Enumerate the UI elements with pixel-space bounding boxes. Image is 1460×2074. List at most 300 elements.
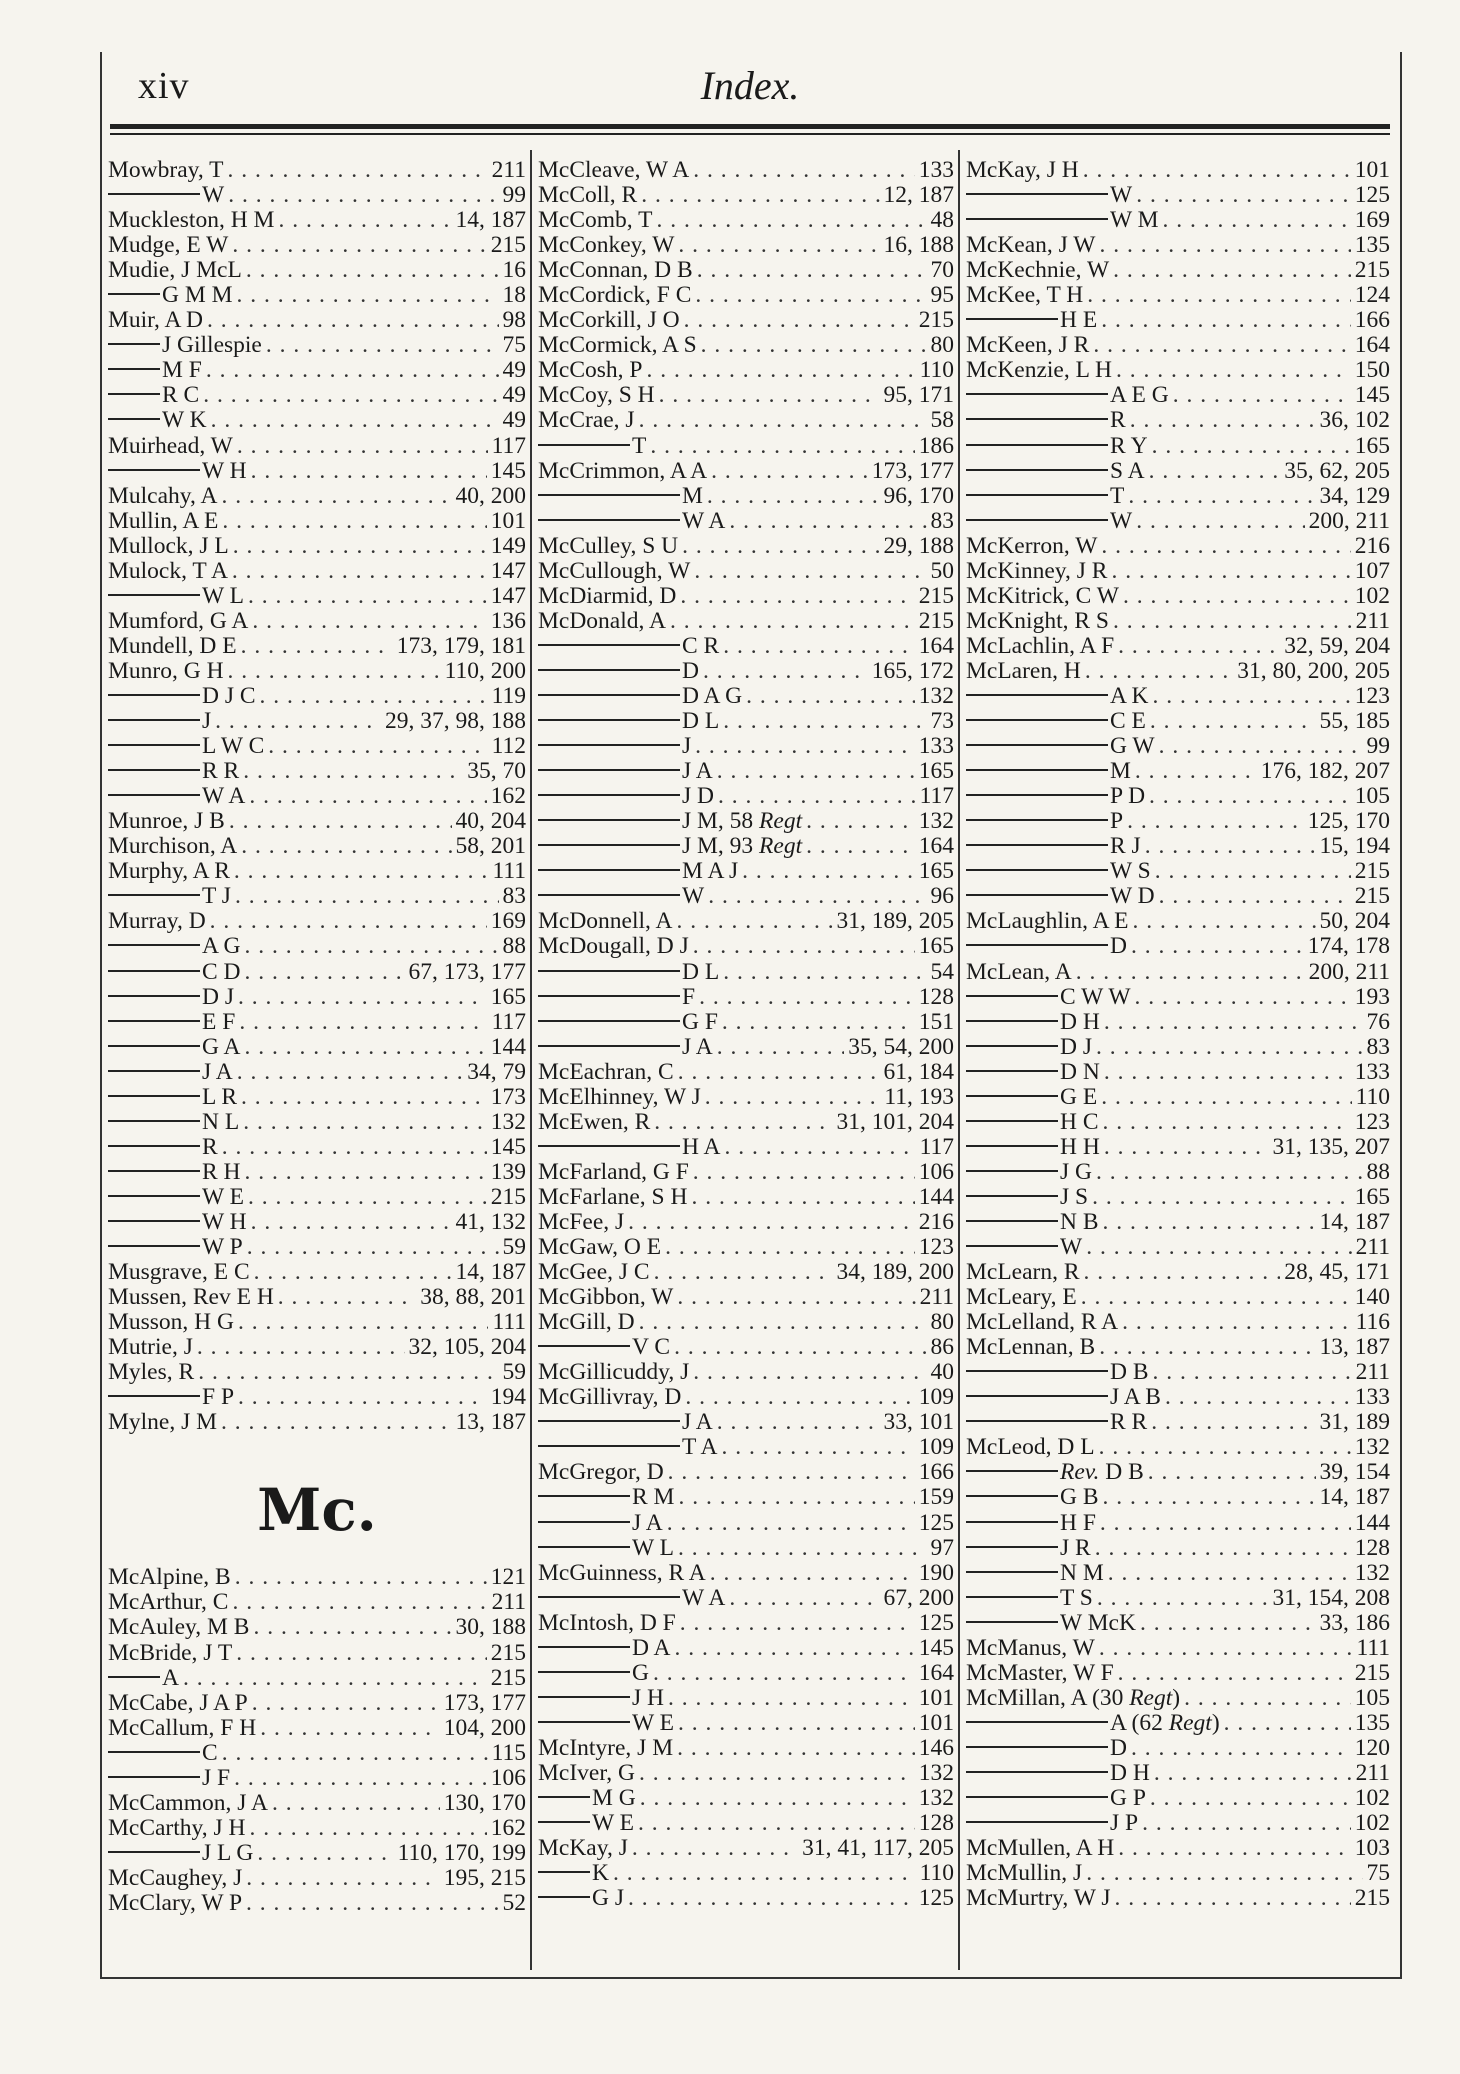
dot-leader: [1085, 659, 1233, 684]
page-references: 96, 170: [883, 483, 954, 509]
entry-name: [108, 1691, 248, 1716]
index-entry: [108, 1891, 526, 1916]
entry-name-text: C E: [1110, 709, 1146, 735]
ditto-dash: [966, 1020, 1058, 1022]
entry-name-text: R R: [1110, 1410, 1148, 1436]
entry-name: [1110, 934, 1127, 959]
page-references: 132: [918, 683, 954, 709]
entry-name-text: R M: [632, 1485, 675, 1511]
dot-leader: [1150, 1786, 1351, 1811]
page-references: 211: [1355, 1235, 1390, 1261]
index-entry: [966, 1135, 1390, 1160]
page-references: 139: [490, 1159, 526, 1185]
entry-name-text: V C: [632, 1335, 671, 1361]
entry-name: [1060, 1511, 1096, 1536]
entry-name: [108, 1360, 194, 1385]
dot-leader: [210, 909, 487, 934]
dot-leader: [241, 834, 451, 859]
page-references: 133: [918, 158, 954, 183]
dot-leader: [656, 208, 926, 233]
dot-leader: [1103, 1210, 1316, 1235]
dot-leader: [1153, 1360, 1352, 1385]
entry-name: [538, 1260, 650, 1285]
page-references: 120: [1354, 1735, 1390, 1761]
page-references: 211: [1355, 1360, 1390, 1386]
entry-name-text: McCabe, J A P: [108, 1690, 248, 1716]
entry-name-text: McLeary, E: [966, 1285, 1077, 1311]
dot-leader: [222, 1135, 487, 1160]
index-entry: [108, 358, 526, 383]
page-references: 14, 187: [455, 208, 526, 234]
entry-name: [1110, 709, 1146, 734]
page-references: 116: [1355, 1310, 1390, 1336]
page-references: 14, 187: [455, 1260, 526, 1286]
page-references: 67, 200: [883, 1585, 954, 1611]
entry-name: [202, 1060, 233, 1085]
page-references: 162: [490, 1815, 526, 1841]
dot-leader: [1096, 1035, 1363, 1060]
index-entry: [538, 1335, 954, 1360]
page-references: 29, 37, 98, 188: [385, 709, 526, 735]
page-references: 33, 186: [1319, 1610, 1390, 1636]
entry-name-text: T: [632, 433, 647, 459]
entry-name: [108, 1310, 234, 1335]
entry-name: [1060, 1485, 1099, 1510]
page-references: 102: [1354, 1811, 1390, 1837]
page-references: 165: [918, 934, 954, 960]
index-entry: [538, 1135, 954, 1160]
ditto-dash: [966, 719, 1108, 721]
entry-name-text: C D: [202, 959, 241, 985]
index-entry: [966, 1586, 1390, 1611]
page-references: 128: [918, 984, 954, 1010]
entry-name-text: D J C: [202, 683, 256, 709]
page-references: 33, 101: [883, 1410, 954, 1436]
page-references: 29, 188: [883, 533, 954, 559]
entry-name: [538, 1836, 628, 1861]
ditto-dash: [966, 894, 1108, 896]
entry-name: [538, 1060, 674, 1085]
entry-name-text: McAuley, M B: [108, 1615, 250, 1641]
entry-name-text: T A: [682, 1435, 718, 1461]
dot-leader: [1113, 609, 1352, 634]
dot-leader: [1131, 1736, 1351, 1761]
page-references: 11, 193: [884, 1084, 954, 1110]
index-entry: [538, 1410, 954, 1435]
dot-leader: [1151, 1410, 1315, 1435]
index-entry: [538, 1761, 954, 1786]
entry-name: [108, 1816, 246, 1841]
index-entry: [966, 1385, 1390, 1410]
page-references: 75: [1366, 1861, 1390, 1887]
entry-name-text: D N: [1060, 1059, 1100, 1085]
ditto-dash: [966, 1596, 1058, 1598]
entry-name: [538, 584, 676, 609]
entry-name: [108, 609, 248, 634]
page-references: 215: [1354, 1660, 1390, 1686]
entry-name-text: W: [202, 183, 225, 209]
index-entry: [538, 383, 954, 408]
dot-leader: [1111, 559, 1350, 584]
entry-name: [202, 1235, 243, 1260]
entry-name-text: W S: [1110, 859, 1151, 885]
dot-leader: [1122, 1310, 1352, 1335]
entry-name: [682, 734, 691, 759]
running-title: Index.: [700, 63, 800, 108]
dot-leader: [1099, 233, 1350, 258]
entry-name: [202, 759, 239, 784]
index-entry: [108, 1335, 526, 1360]
entry-name: [966, 1335, 1095, 1360]
entry-name-text: Murphy, A R: [108, 859, 230, 885]
index-entry: [538, 1711, 954, 1736]
entry-name-text: McDiarmid, D: [538, 583, 677, 609]
index-entry: [966, 1235, 1390, 1260]
page-references: 145: [490, 458, 526, 484]
ditto-dash: [538, 1671, 630, 1673]
page-references: 40, 200: [455, 483, 526, 509]
dot-leader: [254, 1260, 452, 1285]
index-entry: [538, 809, 954, 834]
page-references: 117: [491, 433, 526, 459]
ditto-dash: [966, 1245, 1058, 1247]
page-references: 18: [502, 283, 526, 309]
index-entry: [966, 559, 1390, 584]
entry-regiment: Regt: [759, 834, 803, 860]
page-references: 194: [490, 1385, 526, 1411]
page-references: 28, 45, 171: [1284, 1260, 1390, 1286]
entry-name: [202, 734, 264, 759]
dot-leader: [1092, 1185, 1351, 1210]
index-entry: [538, 308, 954, 333]
entry-name: [108, 1716, 256, 1741]
dot-leader: [1145, 834, 1316, 859]
dot-leader: [232, 559, 487, 584]
page-references: 35, 62, 205: [1284, 458, 1390, 484]
entry-name: [538, 1310, 635, 1335]
entry-name: [108, 1590, 228, 1615]
entry-name: [592, 1811, 634, 1836]
entry-name: [538, 308, 680, 333]
page-references: 106: [490, 1765, 526, 1791]
index-entry: [108, 809, 526, 834]
dot-leader: [235, 884, 499, 909]
page-references: 110, 200: [444, 658, 526, 684]
dot-leader: [1118, 1661, 1351, 1686]
ditto-dash: [108, 1145, 200, 1147]
index-entry: [108, 934, 526, 959]
entry-name-text: McCulley, S U: [538, 533, 679, 559]
dot-leader: [215, 709, 381, 734]
index-entry: [108, 1741, 526, 1766]
dot-leader: [266, 333, 499, 358]
page-references: 98: [502, 308, 526, 334]
dot-leader: [1123, 584, 1351, 609]
page-references: 31, 80, 200, 205: [1237, 658, 1390, 684]
dot-leader: [654, 1260, 833, 1285]
dot-leader: [237, 434, 488, 459]
index-entry: [538, 584, 954, 609]
page-references: 216: [1354, 533, 1390, 559]
page-references: 80: [930, 1310, 954, 1336]
entry-name: [1060, 1210, 1099, 1235]
entry-name-text: McLaughlin, A E: [966, 909, 1129, 935]
entry-suffix: ): [1172, 1685, 1181, 1711]
entry-name-text: McCaughey, J: [108, 1865, 243, 1891]
index-entry: [538, 1686, 954, 1711]
entry-name-text: W P: [202, 1235, 243, 1261]
entry-name-text: Mussen, Rev E H: [108, 1285, 274, 1311]
page-references: 165, 172: [871, 658, 954, 684]
index-entry: [966, 1686, 1390, 1711]
index-entry: [966, 1511, 1390, 1536]
entry-name: [682, 759, 713, 784]
entry-name-text: W McK: [1060, 1610, 1136, 1636]
entry-name-text: D A G: [682, 683, 743, 709]
entry-name: [108, 484, 217, 509]
entry-name: [966, 1260, 1080, 1285]
entry-name-text: McKenzie, L H: [966, 358, 1112, 384]
index-entry: [966, 358, 1390, 383]
entry-name: [108, 859, 230, 884]
page-references: 164: [918, 1660, 954, 1686]
entry-name: [682, 709, 719, 734]
entry-name-text: G P: [1110, 1786, 1146, 1812]
index-column-1: [108, 158, 526, 1916]
page-references: 31, 135, 207: [1272, 1134, 1390, 1160]
entry-name: [1110, 1761, 1150, 1786]
entry-name-text: McCorkill, J O: [538, 308, 680, 334]
dot-leader: [252, 1691, 440, 1716]
entry-name-text: J Gillespie: [162, 333, 262, 359]
entry-name-text: R: [1110, 408, 1126, 434]
entry-name: [538, 158, 689, 183]
page-references: 101: [1354, 158, 1390, 183]
ditto-dash: [966, 1395, 1108, 1397]
dot-leader: [232, 233, 486, 258]
page-references: 35, 70: [467, 759, 526, 785]
dot-leader: [241, 634, 393, 659]
page-references: 50: [930, 558, 954, 584]
entry-name-text: McComb, T: [538, 208, 653, 234]
column-divider: [530, 150, 532, 1970]
dot-leader: [245, 934, 499, 959]
dot-leader: [628, 1886, 915, 1911]
dot-leader: [183, 1666, 487, 1691]
ditto-dash: [108, 719, 200, 721]
entry-name: [1060, 1060, 1100, 1085]
entry-name-text: Muckleston, H M: [108, 208, 275, 234]
dot-leader: [238, 1310, 488, 1335]
dot-leader: [613, 1861, 916, 1886]
ditto-dash: [538, 769, 680, 771]
entry-name: [1060, 1110, 1099, 1135]
entry-name-text: P D: [1110, 784, 1146, 810]
index-entry: [108, 834, 526, 859]
entry-name: [538, 1611, 676, 1636]
index-entry: [966, 1886, 1390, 1911]
dot-leader: [729, 1586, 879, 1611]
page-references: 48: [930, 208, 954, 234]
entry-name: [538, 559, 690, 584]
page-references: 165: [1354, 433, 1390, 459]
entry-name-text: McCrae, J: [538, 408, 635, 434]
page-references: 52: [502, 1891, 526, 1916]
dot-leader: [222, 1741, 488, 1766]
dot-leader: [665, 1235, 915, 1260]
index-entry: [108, 1866, 526, 1891]
dot-leader: [1084, 1260, 1281, 1285]
entry-name-text: McMurtry, W J: [966, 1886, 1111, 1912]
index-entry: [966, 960, 1390, 985]
entry-name-text: G M M: [162, 283, 233, 309]
ditto-dash: [966, 694, 1108, 696]
entry-name-text: McKean, J W: [966, 233, 1096, 259]
dot-leader: [641, 183, 879, 208]
entry-name: [592, 1886, 624, 1911]
ditto-dash: [108, 1170, 200, 1172]
page-references: 49: [502, 358, 526, 384]
ditto-dash: [966, 1571, 1058, 1573]
dot-leader: [251, 459, 487, 484]
page-references: 215: [918, 583, 954, 609]
entry-name: [202, 459, 247, 484]
page-references: 75: [502, 333, 526, 359]
entry-name-text: J A: [682, 1410, 713, 1436]
entry-name: [538, 934, 689, 959]
entry-name: [202, 1110, 239, 1135]
entry-name-text: Musson, H G: [108, 1310, 235, 1336]
index-entry: [108, 1590, 526, 1615]
entry-name-text: Mulock, T A: [108, 558, 228, 584]
entry-name: [682, 484, 703, 509]
entry-name: [1060, 308, 1097, 333]
index-entry: [538, 1636, 954, 1661]
entry-name: [682, 684, 742, 709]
entry-name-text: M A J: [682, 859, 739, 885]
entry-regiment: Regt: [759, 809, 803, 835]
index-entry: [108, 884, 526, 909]
dot-leader: [1104, 1010, 1363, 1035]
entry-name-text: M F: [162, 358, 202, 384]
dot-leader: [237, 1060, 464, 1085]
entry-name: [682, 659, 699, 684]
dot-leader: [675, 1636, 915, 1661]
entry-name: [682, 1410, 713, 1435]
page-references: 211: [919, 1285, 954, 1311]
entry-name: [202, 709, 211, 734]
dot-leader: [1127, 809, 1304, 834]
entry-name: [162, 1666, 179, 1691]
dot-leader: [1099, 1435, 1351, 1460]
dot-leader: [711, 459, 868, 484]
index-entry: [966, 1611, 1390, 1636]
dot-leader: [243, 1110, 487, 1135]
ditto-dash: [966, 1621, 1058, 1623]
index-entry: [538, 1661, 954, 1686]
dot-leader: [247, 1235, 499, 1260]
dot-leader: [628, 1210, 915, 1235]
entry-name: [162, 358, 202, 383]
entry-name-text: A G: [202, 934, 241, 960]
page-references: 39, 154: [1319, 1460, 1390, 1486]
index-entry: [966, 1410, 1390, 1435]
entry-name-text: J A: [682, 759, 713, 785]
entry-name: [108, 308, 203, 333]
entry-name: [538, 609, 666, 634]
index-entry: [108, 459, 526, 484]
dot-leader: [278, 208, 451, 233]
ditto-dash: [538, 1646, 630, 1648]
entry-name: [538, 233, 674, 258]
dot-leader: [806, 809, 915, 834]
index-entry: [966, 1310, 1390, 1335]
ditto-dash: [538, 1020, 680, 1022]
index-entry: [108, 183, 526, 208]
entry-name-text: D B: [1105, 1460, 1144, 1486]
page-references: 121: [490, 1565, 526, 1591]
index-entry: [108, 1385, 526, 1410]
ditto-dash: [108, 970, 200, 972]
dot-leader: [699, 985, 915, 1010]
entry-name: [966, 1310, 1118, 1335]
entry-name-text: McFee, J: [538, 1209, 625, 1235]
entry-name: [966, 584, 1119, 609]
index-entry: [966, 1260, 1390, 1285]
entry-name: [966, 634, 1114, 659]
dot-leader: [1099, 1335, 1315, 1360]
entry-name: [682, 1135, 721, 1160]
entry-name-text: W: [1060, 1235, 1083, 1261]
page-references: 88: [1366, 1159, 1390, 1185]
dot-leader: [1173, 383, 1351, 408]
entry-name: [1110, 459, 1145, 484]
dot-leader: [234, 859, 489, 884]
index-entry: [538, 1511, 954, 1536]
page-references: 165: [918, 859, 954, 885]
index-entry: [538, 1460, 954, 1485]
dot-leader: [701, 333, 927, 358]
entry-name-text: T S: [1060, 1585, 1093, 1611]
entry-name-text: McCrimmon, A A: [538, 458, 708, 484]
index-entry: [538, 1235, 954, 1260]
ditto-dash: [108, 469, 200, 471]
index-entry: [108, 759, 526, 784]
ditto-dash: [538, 1546, 630, 1548]
dot-leader: [1130, 408, 1316, 433]
entry-name: [966, 960, 1072, 985]
index-entry: [966, 208, 1390, 233]
dot-leader: [268, 734, 487, 759]
entry-name-text: J L G: [202, 1840, 254, 1866]
entry-name-text: McEwen, R: [538, 1109, 651, 1135]
entry-name: [202, 1010, 235, 1035]
dot-leader: [638, 1811, 915, 1836]
page-references: 215: [918, 308, 954, 334]
index-entry: [966, 509, 1390, 534]
index-entry: [966, 634, 1390, 659]
header-rule: [110, 124, 1390, 129]
dot-leader: [1096, 1160, 1363, 1185]
index-entry: [966, 1110, 1390, 1135]
dot-leader: [710, 1561, 915, 1586]
index-entry: [966, 1010, 1390, 1035]
page-references: 164: [918, 834, 954, 860]
ditto-dash: [108, 794, 200, 796]
index-entry: [108, 408, 526, 433]
dot-leader: [668, 1460, 915, 1485]
ditto-dash: [966, 519, 1108, 521]
